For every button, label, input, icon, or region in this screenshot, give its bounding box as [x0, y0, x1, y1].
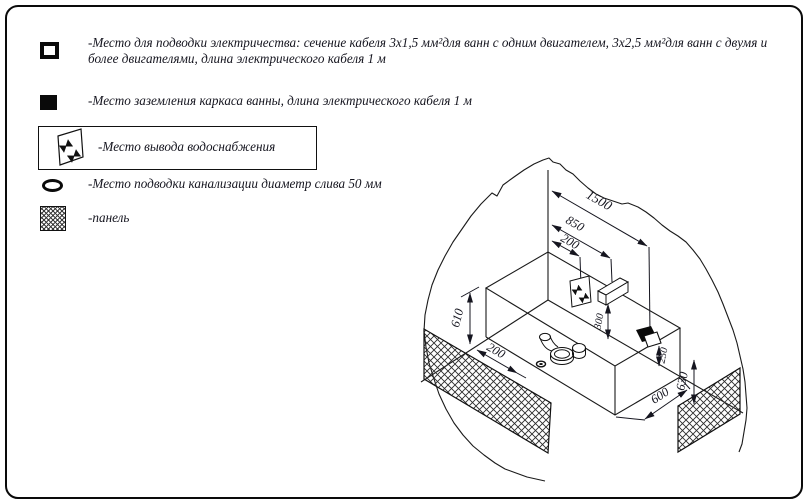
- dim-630-label: 630: [673, 370, 691, 392]
- dim-850-label: 850: [563, 212, 587, 235]
- water-supply-point: [570, 276, 591, 307]
- electricity-point: [598, 278, 628, 305]
- dim-200-floor-label: 200: [484, 339, 508, 362]
- legend-electricity-line2: более двигателями, длина электрического кабеля 1 м: [88, 51, 386, 66]
- drain-siphon: [537, 333, 586, 366]
- dim-1500-label: 1500: [583, 186, 615, 214]
- legend-water-text: -Место вывода водоснабжения: [98, 139, 276, 154]
- legend-grounding-text: -Место заземления каркаса ванны, длина электрического кабеля 1 м: [88, 93, 472, 108]
- legend-electricity-line1: -Место для подводки электричества: сечение кабеля 3х1,5 мм²для ванн с одним двигателем, 3х2,5 мм²для ванн с двумя и: [88, 35, 768, 50]
- legend-drain-text: -Место подводки канализации диаметр слива 50 мм: [88, 176, 382, 191]
- dim-610-label: 610: [447, 307, 467, 329]
- dim-600-label: 600: [648, 384, 672, 407]
- grounding-point: [636, 326, 661, 347]
- dim-250-label: 250: [656, 346, 671, 365]
- legend-panel-text: -панель: [88, 210, 130, 225]
- dim-200-wall-label: 200: [558, 230, 582, 253]
- dim-300-label: 300: [592, 312, 607, 331]
